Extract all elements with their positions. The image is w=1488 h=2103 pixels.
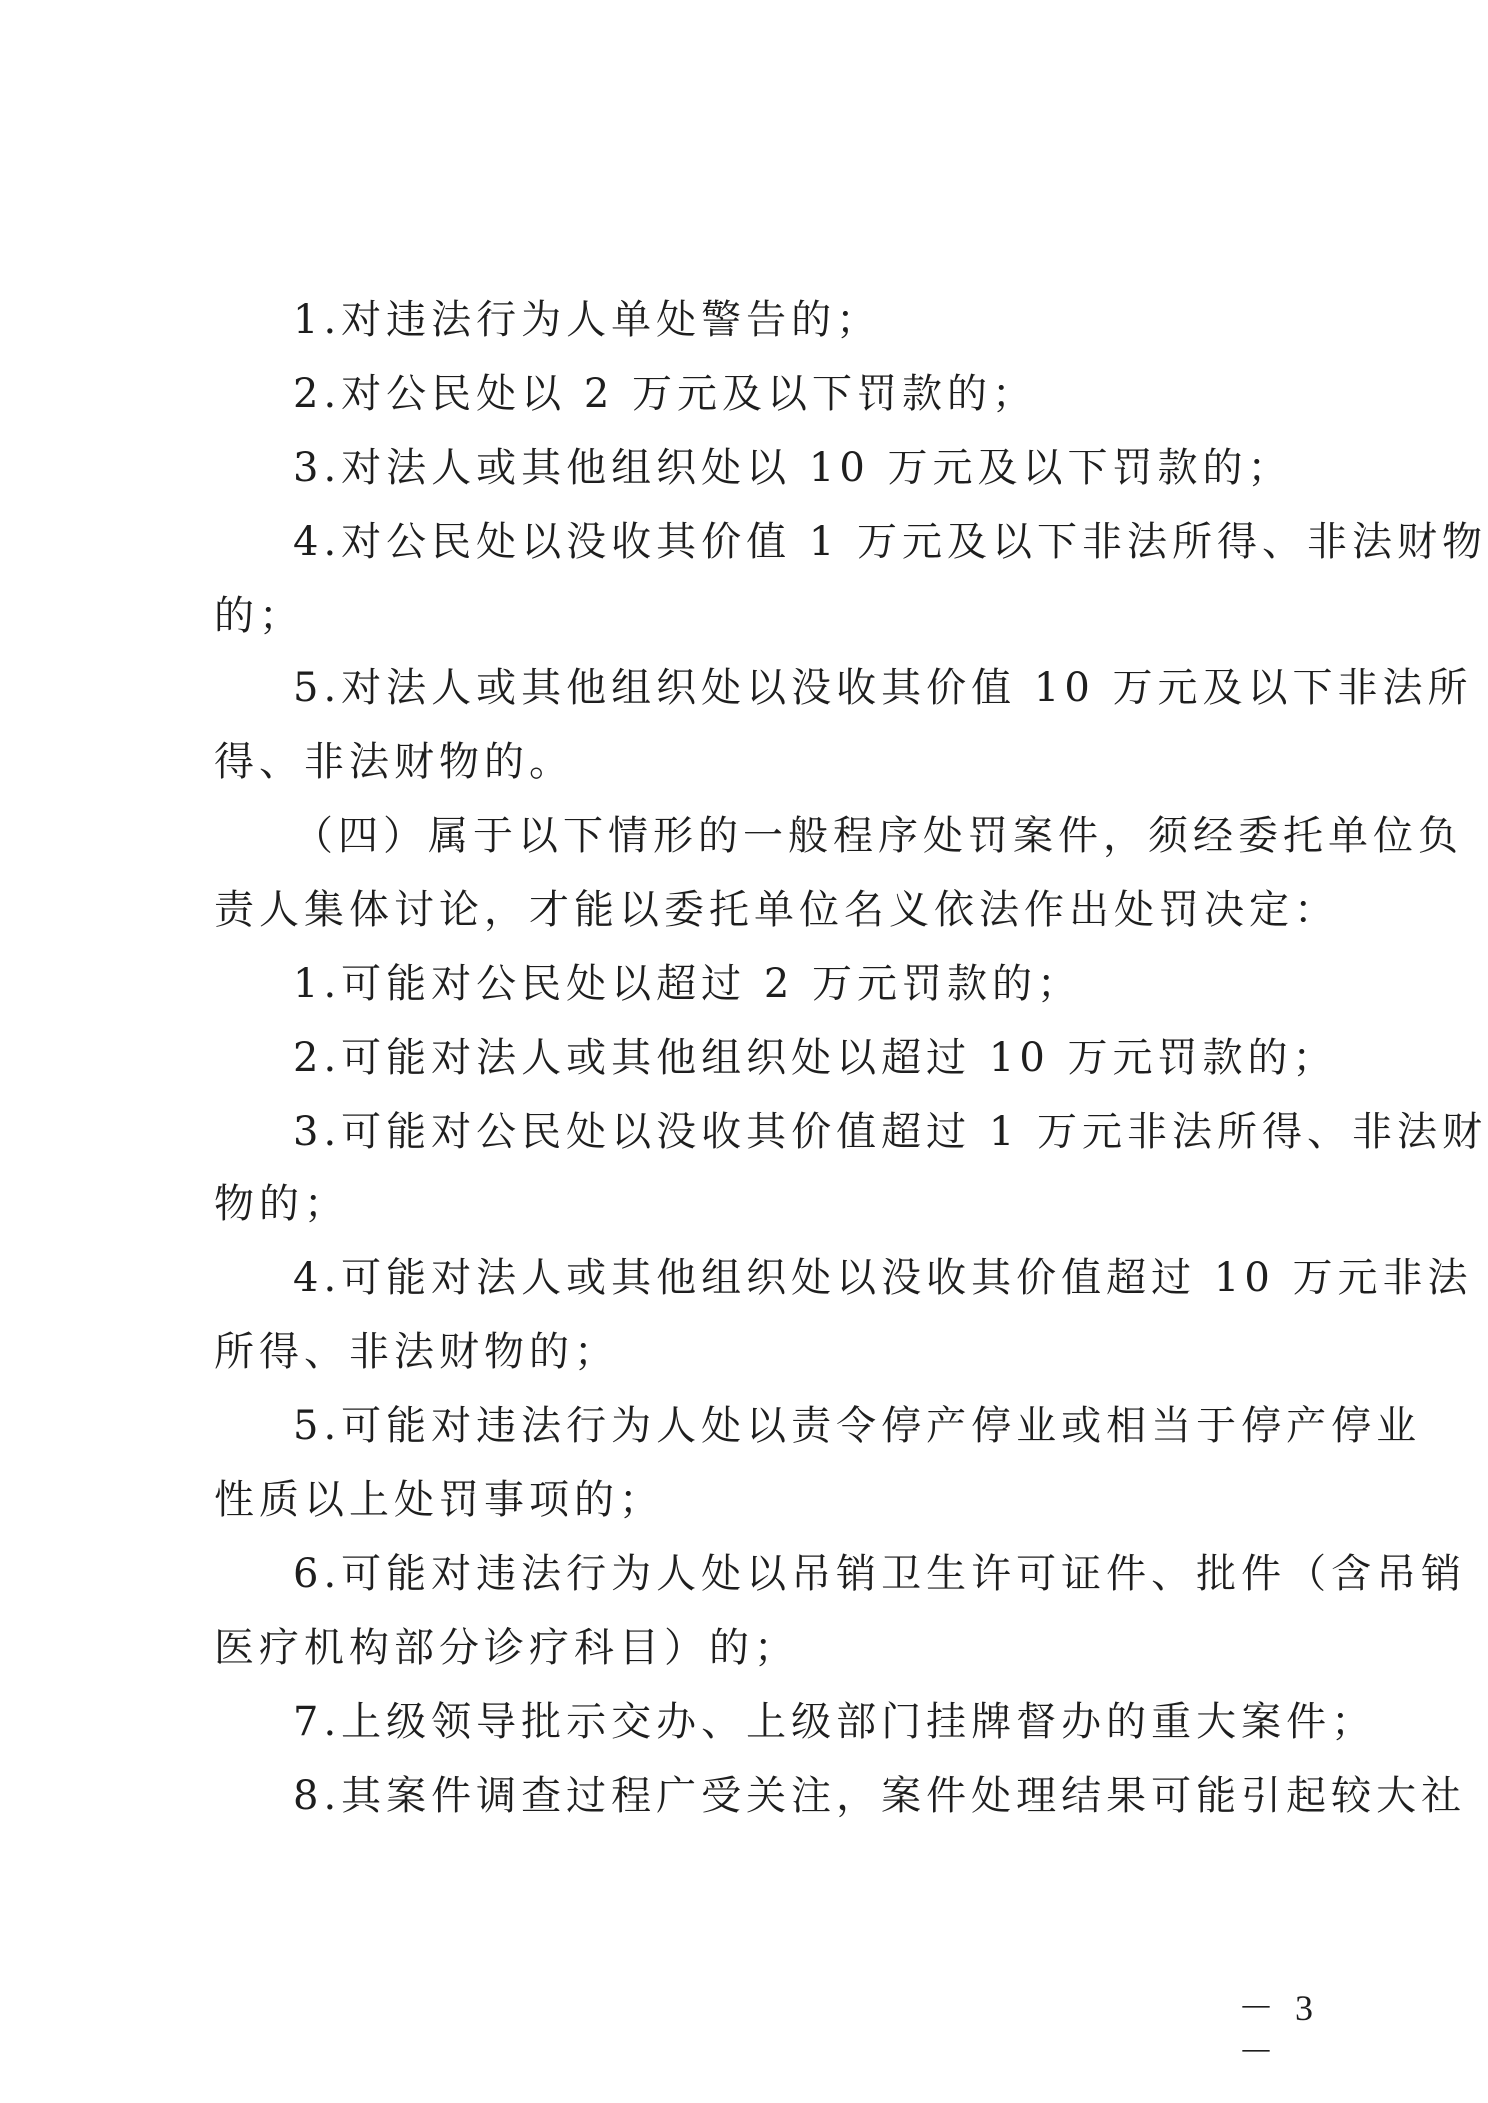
text-line: 1.可能对公民处以超过 2 万元罚款的； <box>293 961 1083 1007</box>
text-line: 2.对公民处以 2 万元及以下罚款的； <box>293 371 1038 417</box>
section-heading-line: （四）属于以下情形的一般程序处罚案件，须经委托单位负 <box>293 813 1463 859</box>
text-line: 责人集体讨论，才能以委托单位名义依法作出处罚决定： <box>214 887 1339 933</box>
text-line: 物的； <box>214 1181 349 1227</box>
text-line: 7.上级领导批示交办、上级部门挂牌督办的重大案件； <box>293 1699 1377 1745</box>
text-line: 所得、非法财物的； <box>214 1329 619 1375</box>
text-line: 4.对公民处以没收其价值 1 万元及以下非法所得、非法财物 <box>293 519 1488 565</box>
text-line: 的； <box>214 593 304 639</box>
text-line: 8.其案件调查过程广受关注，案件处理结果可能引起较大社 <box>293 1773 1467 1819</box>
text-line: 医疗机构部分诊疗科目）的； <box>214 1625 799 1671</box>
text-line: 5.对法人或其他组织处以没收其价值 10 万元及以下非法所 <box>293 665 1473 711</box>
page-number: － 3 － <box>1238 1988 1320 2072</box>
text-line: 1.对违法行为人单处警告的； <box>293 297 882 343</box>
text-line: 性质以上处罚事项的； <box>214 1477 664 1523</box>
text-line: 2.可能对法人或其他组织处以超过 10 万元罚款的； <box>293 1035 1338 1081</box>
text-line: 3.可能对公民处以没收其价值超过 1 万元非法所得、非法财 <box>293 1109 1488 1155</box>
text-line: 6.可能对违法行为人处以吊销卫生许可证件、批件（含吊销 <box>293 1551 1467 1597</box>
text-line: 4.可能对法人或其他组织处以没收其价值超过 10 万元非法 <box>293 1255 1473 1301</box>
text-line: 得、非法财物的。 <box>214 739 574 785</box>
text-line: 3.对法人或其他组织处以 10 万元及以下罚款的； <box>293 445 1293 491</box>
text-line: 5.可能对违法行为人处以责令停产停业或相当于停产停业 <box>293 1403 1422 1449</box>
